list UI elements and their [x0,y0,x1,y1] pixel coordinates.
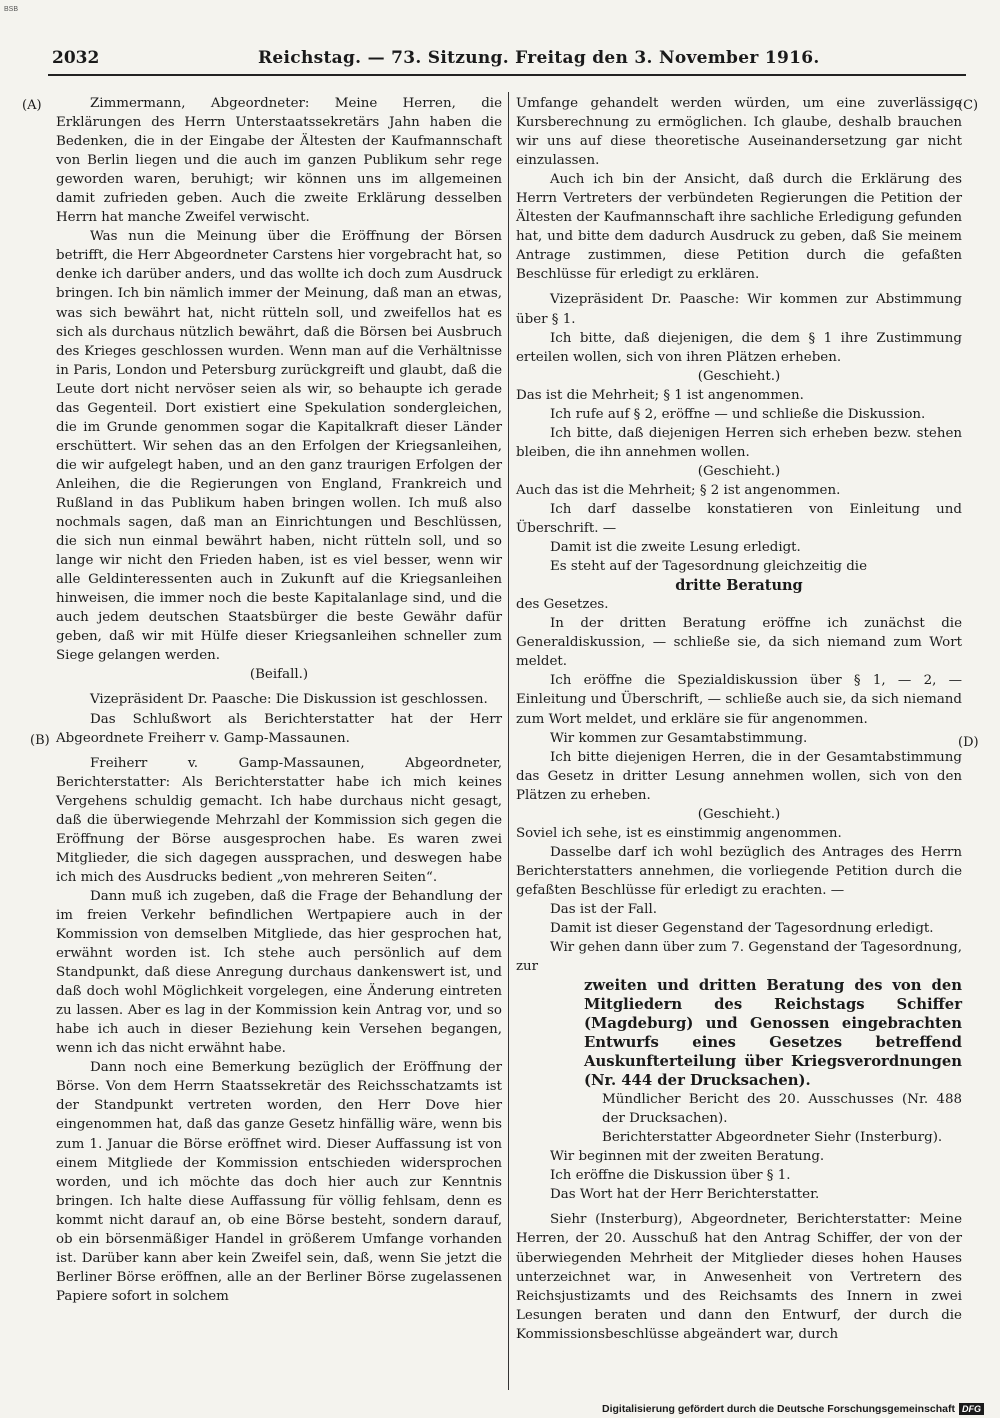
paragraph: Das Schlußwort als Berichterstatter hat der Herr Abgeordnete Freiherr v. Gamp-Massaunen. [56,711,502,746]
paragraph: Wir beginnen mit der zweiten Beratung. [550,1149,825,1165]
margin-mark-b: (B) [30,733,50,748]
page-header [48,48,968,74]
paragraph: Freiherr v. Gamp-Massaunen, Abgeordneter, Berichterstatter: Als Berichterstatter habe ich mich keines Vergehens schuldig gemacht. Ich habe durchaus nicht gesagt, daß die überwiegende Mehrzahl der Kommission sich gegen die Eröffnung der Börse ausgesprochen habe. Es waren zwei Mitglieder, die sich dagegen aussprachen, und deswegen habe ich mich des Ausdrucks bedient „von mehreren Seiten“. [56,755,502,885]
paragraph: Wir gehen dann über zum 7. Gegenstand der Tagesordnung, zur [516,940,962,975]
paragraph: Umfange gehandelt werden würden, um eine zuverlässige Kursberechnung zu ermöglichen. Ich glaube, deshalb brauchen wir uns auf diese theoretische Auseinandersetzung gar nicht einzulassen. [516,96,962,169]
paragraph: Auch ich bin der Ansicht, daß durch die Erklärung des Herrn Vertreters der verbündeten Regierungen die Petition der Ältesten der Kaufmannschaft ihre sachliche Erledigung gefunden hat, und bitte dem dadurch Ausdruck zu geben, daß Sie meinem Antrage zustimmen, diese Petition durch die gefaßten Beschlüsse für erledigt zu erklären. [516,172,962,283]
paragraph: Dasselbe darf ich wohl bezüglich des Antrages des Herrn Berichterstatters annehmen, die vorliegende Petition durch die gefaßten Beschlüsse für erledigt zu erachten. — [516,844,962,898]
paragraph: Das Wort hat der Herr Berichterstatter. [550,1187,820,1203]
paragraph: Vizepräsident Dr. Paasche: Die Diskussion ist geschlossen. [90,692,488,708]
paragraph: In der dritten Beratung eröffne ich zunächst die Generaldiskussion, — schließe sie, da sich niemand zum Wort meldet. [516,616,962,670]
paragraph: Das ist die Mehrheit; § 1 ist angenommen. [516,387,804,403]
rapporteur-line: Berichterstatter Abgeordneter Siehr (Insterburg). [602,1130,943,1146]
agenda-item-title: zweiten und dritten Beratung des von den Mitgliedern des Reichstags Schiffer (Magdeburg) und Genossen eingebrachten Entwurfs eines Gesetzes betreffend Auskunfterteilung über Kriegsverordnungen (Nr. 444 der Drucksachen). [584,977,962,1090]
paragraph: Ich bitte diejenigen Herren, die in der Gesamtabstimmung das Gesetz in dritter Lesung annehmen wollen, sich von den Plätzen zu erheben. [516,749,962,803]
paragraph: des Gesetzes. [516,597,609,613]
dfg-logo: DFG [959,1403,984,1415]
stage-direction: (Beifall.) [249,667,309,683]
column-divider [508,92,509,1390]
paragraph: Siehr (Insterburg), Abgeordneter, Berichterstatter: Meine Herren, der 20. Ausschuß hat den Antrag Schiffer, der von der überwiegenden Mehrheit der Mitglieder dieses hohen Hauses unterzeichnet war, in Anwesenheit von Vertretern des Reichsjustizamts und des Reichsamts des Innern in zwei Lesungen beraten und dann den Entwurf, der durch die Kommissionsbeschlüsse abgeändert war, durch [516,1212,962,1342]
paragraph: Es steht auf der Tagesordnung gleichzeitig die [550,559,868,575]
paragraph: Zimmermann, Abgeordneter: Meine Herren, die Erklärungen des Herrn Unterstaatssekretärs Jahn haben die Bedenken, die in der Eingabe der Ältesten der Kaufmannschaft von Berlin liegen und die auch im ganzen Publikum sehr rege geworden waren, beruhigt; wir können uns im allgemeinen damit zufrieden geben. Auch die zweite Erklärung desselben Herrn hat manche Zweifel verwischt. [56,96,502,226]
report-reference: Mündlicher Bericht des 20. Ausschusses (Nr. 488 der Drucksachen). [602,1092,962,1127]
paragraph: Ich eröffne die Diskussion über § 1. [550,1168,791,1184]
paragraph: Wir kommen zur Gesamtabstimmung. [550,730,808,746]
paragraph: Damit ist dieser Gegenstand der Tagesordnung erledigt. [550,921,934,937]
paragraph: Vizepräsident Dr. Paasche: Wir kommen zur Abstimmung über § 1. [516,292,962,327]
section-heading: dritte Beratung [675,577,803,595]
paragraph: Dann noch eine Bemerkung bezüglich der Eröffnung der Börse. Von dem Herrn Staatssekretär des Reichsschatzamts ist der Standpunkt vertreten worden, den Herr Dove hier eingenommen hat, daß das ganze Gesetz hinfällig wäre, wenn bis zum 1. Januar die Börse eröffnet wird. Dieser Auffassung ist von einem Mitgliede der Kommission entschieden widersprochen worden, und ich möchte das doch hier auch zur Kenntnis bringen. Ich halte diese Auffassung für völlig fehlsam, denn es kommt nicht darauf an, ob eine Börse besteht, sondern darauf, ob ein börsenmäßiger Handel in größerem Umfange vorhanden ist. Darüber kann aber kein Zweifel sein, daß, wenn Sie jetzt die Berliner Börse eröffnen, alle an der Berliner Börse zugelassenen Papiere sofort in solchem [56,1060,502,1304]
stage-direction: (Geschieht.) [697,368,781,384]
paragraph: Das ist der Fall. [550,901,657,917]
paragraph: Soviel ich sehe, ist es einstimmig angenommen. [516,825,842,841]
paragraph: Auch das ist die Mehrheit; § 2 ist angenommen. [516,482,841,498]
left-column [56,94,502,1306]
credit-text: Digitalisierung gefördert durch die Deutsche Forschungsgemeinschaft [602,1403,955,1415]
paragraph: Damit ist die zweite Lesung erledigt. [550,540,801,556]
paragraph: Ich bitte, daß diejenigen Herren sich erheben bezw. stehen bleiben, die ihn annehmen wollen. [516,425,962,460]
margin-mark-a: (A) [22,98,42,113]
paragraph: Ich eröffne die Spezialdiskussion über § 1, — 2, — Einleitung und Überschrift, — schließe auch sie, da sich niemand zum Wort meldet, und erkläre sie für angenommen. [516,673,962,727]
paragraph: Was nun die Meinung über die Eröffnung der Börsen betrifft, die Herr Abgeordneter Carstens hier vorgebracht hat, so denke ich darüber anders, und das wollte ich doch zum Ausdruck bringen. Ich bin nämlich immer der Meinung, daß man an etwas, was sich bewährt hat, nicht rütteln soll, und zweifellos hat es sich als durchaus nützlich bewährt, daß die Börsen bei Ausbruch des Krieges geschlossen wurden. Wenn man auf die Verhältnisse in Paris, London und Petersburg zurückgreift und glaubt, daß die Leute dort nicht nervöser seien als wir, so behaupte ich gerade das Gegenteil. Dort existiert eine Spekulation sondergleichen, die im Grunde genommen sogar die Kapitalkraft dieser Länder erschüttert. Wir sehen das an den Erfolgen der Kriegsanleihen, die wir aufgelegt haben, und an den ganz traurigen Erfolgen der Anleihen, die die Regierungen von England, Frankreich und Rußland in das Publikum haben bringen wollen. Ich muß also nochmals sagen, daß man an Einrichtungen und Beschlüssen, die sich nun einmal bewährt haben, nicht rütteln soll, und so lange wir nicht den Frieden haben, ist es viel besser, wenn wir alle Geldinteressenten auch in Zukunft auf die Kriegsanleihen hinweisen, die immer noch die beste Kapitalanlage sind, und die auch jedem deutschen Staatsbürger die beste Gewähr dafür geben, daß wir mit Hülfe dieser Kriegsanleihen schneller zum Siege gelangen werden. [56,229,502,664]
digitization-credit [602,1403,984,1415]
paragraph: Ich bitte, daß diejenigen, die dem § 1 ihre Zustimmung erteilen wollen, sich von ihren Plätzen erheben. [516,330,962,365]
paragraph: Dann muß ich zugeben, daß die Frage der Behandlung der im freien Verkehr befindlichen Wertpapiere auch in der Kommission von demselben Mitgliede, das hier gesprochen hat, erwähnt worden ist. Ich stehe auch persönlich auf dem Standpunkt, daß diese Anregung durchaus dankenswert ist, und daß doch wohl Möglichkeit vorgelegen, eine Änderung eintreten zu lassen. Aber es lag in der Kommission kein Antrag vor, und so habe ich auch in dieser Beziehung kein Versehen begangen, wenn ich das nicht erwähnt habe. [56,888,502,1057]
page-number: 2032 [52,48,100,68]
margin-mark-c: (C) [958,98,979,113]
header-rule [48,74,966,76]
stage-direction: (Geschieht.) [697,463,781,479]
margin-mark-d: (D) [958,735,979,750]
library-stamp: BSB [4,6,19,13]
running-title: Reichstag. — 73. Sitzung. Freitag den 3. November 1916. [258,48,820,68]
paragraph: Ich rufe auf § 2, eröffne — und schließe die Diskussion. [550,406,926,422]
right-column [516,94,962,1344]
paragraph: Ich darf dasselbe konstatieren von Einleitung und Überschrift. — [516,501,962,537]
stage-direction: (Geschieht.) [697,806,781,822]
